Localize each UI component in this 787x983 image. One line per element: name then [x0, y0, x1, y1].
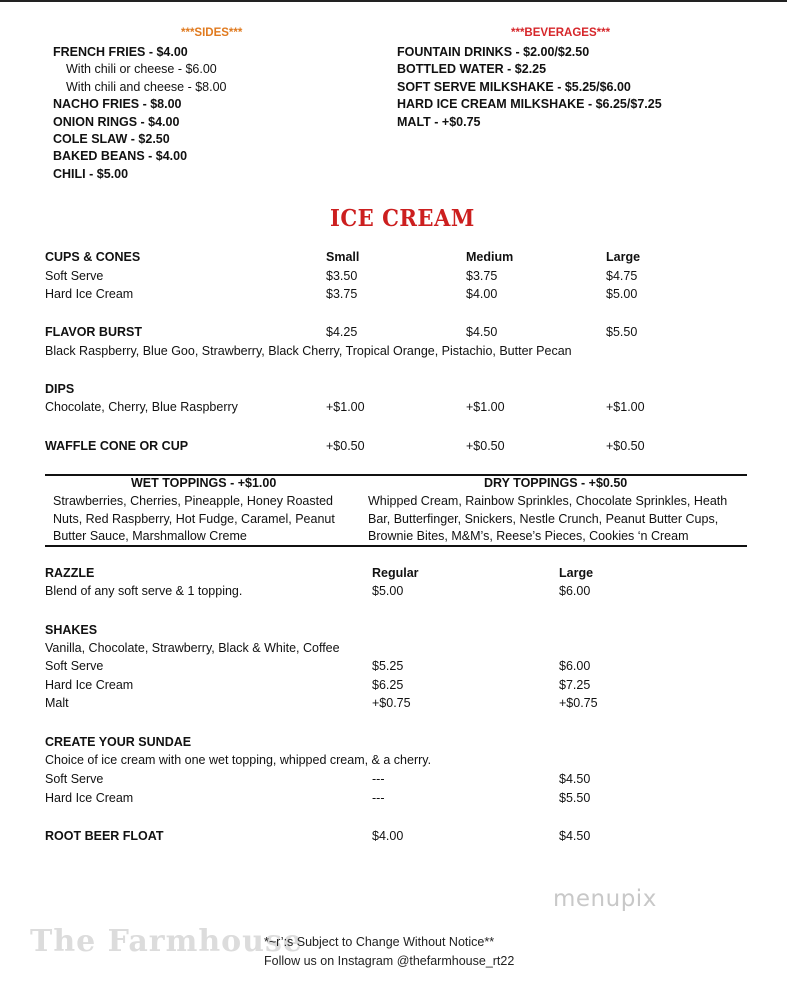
- shakes-row-regular: $6.25: [372, 678, 404, 692]
- cups-cones-label: CUPS & CONES: [45, 250, 141, 264]
- shakes-row: [45, 659, 745, 677]
- sides-list: [53, 44, 227, 183]
- shakes-row-large: +$0.75: [559, 696, 598, 710]
- waffle-medium: +$0.50: [466, 439, 505, 453]
- col-large: Large: [606, 250, 641, 264]
- hard-ice-cream-medium: $4.00: [466, 287, 498, 301]
- waffle-small: +$0.50: [326, 439, 365, 453]
- hard-ice-cream-row: [45, 287, 745, 305]
- shakes-label: SHAKES: [45, 623, 98, 637]
- razzle-desc: Blend of any soft serve & 1 topping.: [45, 584, 243, 598]
- shakes-flavors: Vanilla, Chocolate, Strawberry, Black & White, Coffee: [45, 641, 340, 655]
- shakes-row-large: $6.00: [559, 659, 591, 673]
- razzle-header-row: [45, 566, 745, 584]
- menu-item: FRENCH FRIES - $4.00: [53, 45, 188, 59]
- dips-label: DIPS: [45, 382, 75, 396]
- beverages-heading: ***BEVERAGES***: [511, 27, 611, 39]
- menu-item: With chili or cheese - $6.00: [66, 62, 217, 77]
- shakes-row-label: Soft Serve: [45, 659, 104, 673]
- toppings-bottom-rule: [45, 545, 747, 547]
- shakes-row: [45, 678, 745, 696]
- shakes-row-label: Hard Ice Cream: [45, 678, 134, 692]
- menu-item: COLE SLAW - $2.50: [53, 132, 170, 147]
- wet-toppings-list: [53, 493, 335, 546]
- cups-cones-header-row: [45, 250, 745, 268]
- waffle-large: +$0.50: [606, 439, 645, 453]
- root-beer-float-large: $4.50: [559, 829, 591, 843]
- hard-ice-cream-label: Hard Ice Cream: [45, 287, 134, 301]
- dry-toppings-list: [368, 493, 727, 546]
- shakes-row-large: $7.25: [559, 678, 591, 692]
- wet-topping-line: Strawberries, Cherries, Pineapple, Honey Roasted: [53, 494, 333, 508]
- sundae-label: CREATE YOUR SUNDAE: [45, 735, 192, 749]
- menupix-watermark: menupix: [553, 886, 657, 912]
- menu-item: BOTTLED WATER - $2.25: [397, 62, 547, 77]
- sundae-row-large: $5.50: [559, 791, 591, 805]
- dry-topping-line: Bar, Butterfinger, Snickers, Nestle Crunch, Peanut Butter Cups,: [368, 511, 719, 526]
- wet-topping-line: Butter Sauce, Marshmallow Creme: [53, 529, 247, 543]
- sundae-row-label: Hard Ice Cream: [45, 791, 134, 805]
- menu-item: CHILI - $5.00: [53, 166, 129, 181]
- root-beer-float-row: [45, 829, 745, 847]
- flavor-burst-flavors: Black Raspberry, Blue Goo, Strawberry, Black Cherry, Tropical Orange, Pistachio, Butter Pecan: [45, 344, 572, 358]
- col-medium: Medium: [466, 250, 514, 264]
- soft-serve-small: $3.50: [326, 269, 358, 283]
- flavor-burst-medium: $4.50: [466, 325, 498, 339]
- soft-serve-label: Soft Serve: [45, 269, 104, 283]
- dips-medium: +$1.00: [466, 400, 505, 414]
- col-small: Small: [326, 250, 360, 264]
- root-beer-float-label: ROOT BEER FLOAT: [45, 829, 164, 843]
- farmhouse-watermark: The Farmhouse: [30, 924, 303, 959]
- sides-heading: ***SIDES***: [181, 27, 243, 39]
- soft-serve-row: [45, 269, 745, 287]
- col-regular: Regular: [372, 566, 419, 580]
- hard-ice-cream-small: $3.75: [326, 287, 358, 301]
- sundae-row-large: $4.50: [559, 772, 591, 786]
- shakes-row-regular: +$0.75: [372, 696, 411, 710]
- sundae-desc: Choice of ice cream with one wet topping, whipped cream, & a cherry.: [45, 753, 432, 767]
- menu-item: ONION RINGS - $4.00: [53, 114, 180, 129]
- menu-item: BAKED BEANS - $4.00: [53, 149, 188, 164]
- razzle-row: [45, 584, 745, 602]
- menu-item: MALT - +$0.75: [397, 114, 481, 129]
- hard-ice-cream-large: $5.00: [606, 287, 638, 301]
- shakes-row-regular: $5.25: [372, 659, 404, 673]
- menu-item: FOUNTAIN DRINKS - $2.00/$2.50: [397, 45, 590, 59]
- sundae-row-label: Soft Serve: [45, 772, 104, 786]
- dry-topping-line: Brownie Bites, M&M’s, Reese’s Pieces, Cookies ‘n Cream: [368, 529, 689, 543]
- footer-instagram: Follow us on Instagram @thefarmhouse_rt22: [264, 954, 515, 968]
- razzle-regular: $5.00: [372, 584, 404, 598]
- waffle-label: WAFFLE CONE OR CUP: [45, 439, 189, 453]
- soft-serve-large: $4.75: [606, 269, 638, 283]
- menu-item: HARD ICE CREAM MILKSHAKE - $6.25/$7.25: [397, 97, 662, 112]
- shakes-row-label: Malt: [45, 696, 69, 710]
- ice-cream-title: ICE CREAM: [330, 205, 475, 232]
- wet-toppings-heading: WET TOPPINGS - +$1.00: [131, 476, 277, 490]
- flavor-burst-large: $5.50: [606, 325, 638, 339]
- dips-row: [45, 400, 745, 418]
- waffle-row: [45, 439, 745, 457]
- sundae-row-regular: ---: [372, 791, 385, 805]
- sundae-row-regular: ---: [372, 772, 385, 786]
- shakes-row: [45, 696, 745, 714]
- dips-flavors: Chocolate, Cherry, Blue Raspberry: [45, 400, 238, 414]
- flavor-burst-label: FLAVOR BURST: [45, 325, 142, 339]
- dry-topping-line: Whipped Cream, Rainbow Sprinkles, Chocolate Sprinkles, Heath: [368, 494, 728, 508]
- dips-small: +$1.00: [326, 400, 365, 414]
- soft-serve-medium: $3.75: [466, 269, 498, 283]
- footer-price-notice: *~r’:s Subject to Change Without Notice**: [264, 935, 495, 949]
- razzle-label: RAZZLE: [45, 566, 95, 580]
- sundae-row: [45, 772, 745, 790]
- wet-topping-line: Nuts, Red Raspberry, Hot Fudge, Caramel, Peanut: [53, 511, 335, 526]
- menu-item: With chili and cheese - $8.00: [66, 79, 227, 94]
- col-large-2: Large: [559, 566, 594, 580]
- menu-item: NACHO FRIES - $8.00: [53, 97, 182, 112]
- flavor-burst-row: [45, 325, 745, 343]
- top-border-line: [0, 0, 787, 2]
- menu-item: SOFT SERVE MILKSHAKE - $5.25/$6.00: [397, 79, 631, 94]
- dry-toppings-heading: DRY TOPPINGS - +$0.50: [484, 476, 628, 490]
- dips-large: +$1.00: [606, 400, 645, 414]
- sundae-row: [45, 791, 745, 809]
- beverages-list: [397, 44, 662, 131]
- razzle-large: $6.00: [559, 584, 591, 598]
- flavor-burst-small: $4.25: [326, 325, 358, 339]
- root-beer-float-regular: $4.00: [372, 829, 404, 843]
